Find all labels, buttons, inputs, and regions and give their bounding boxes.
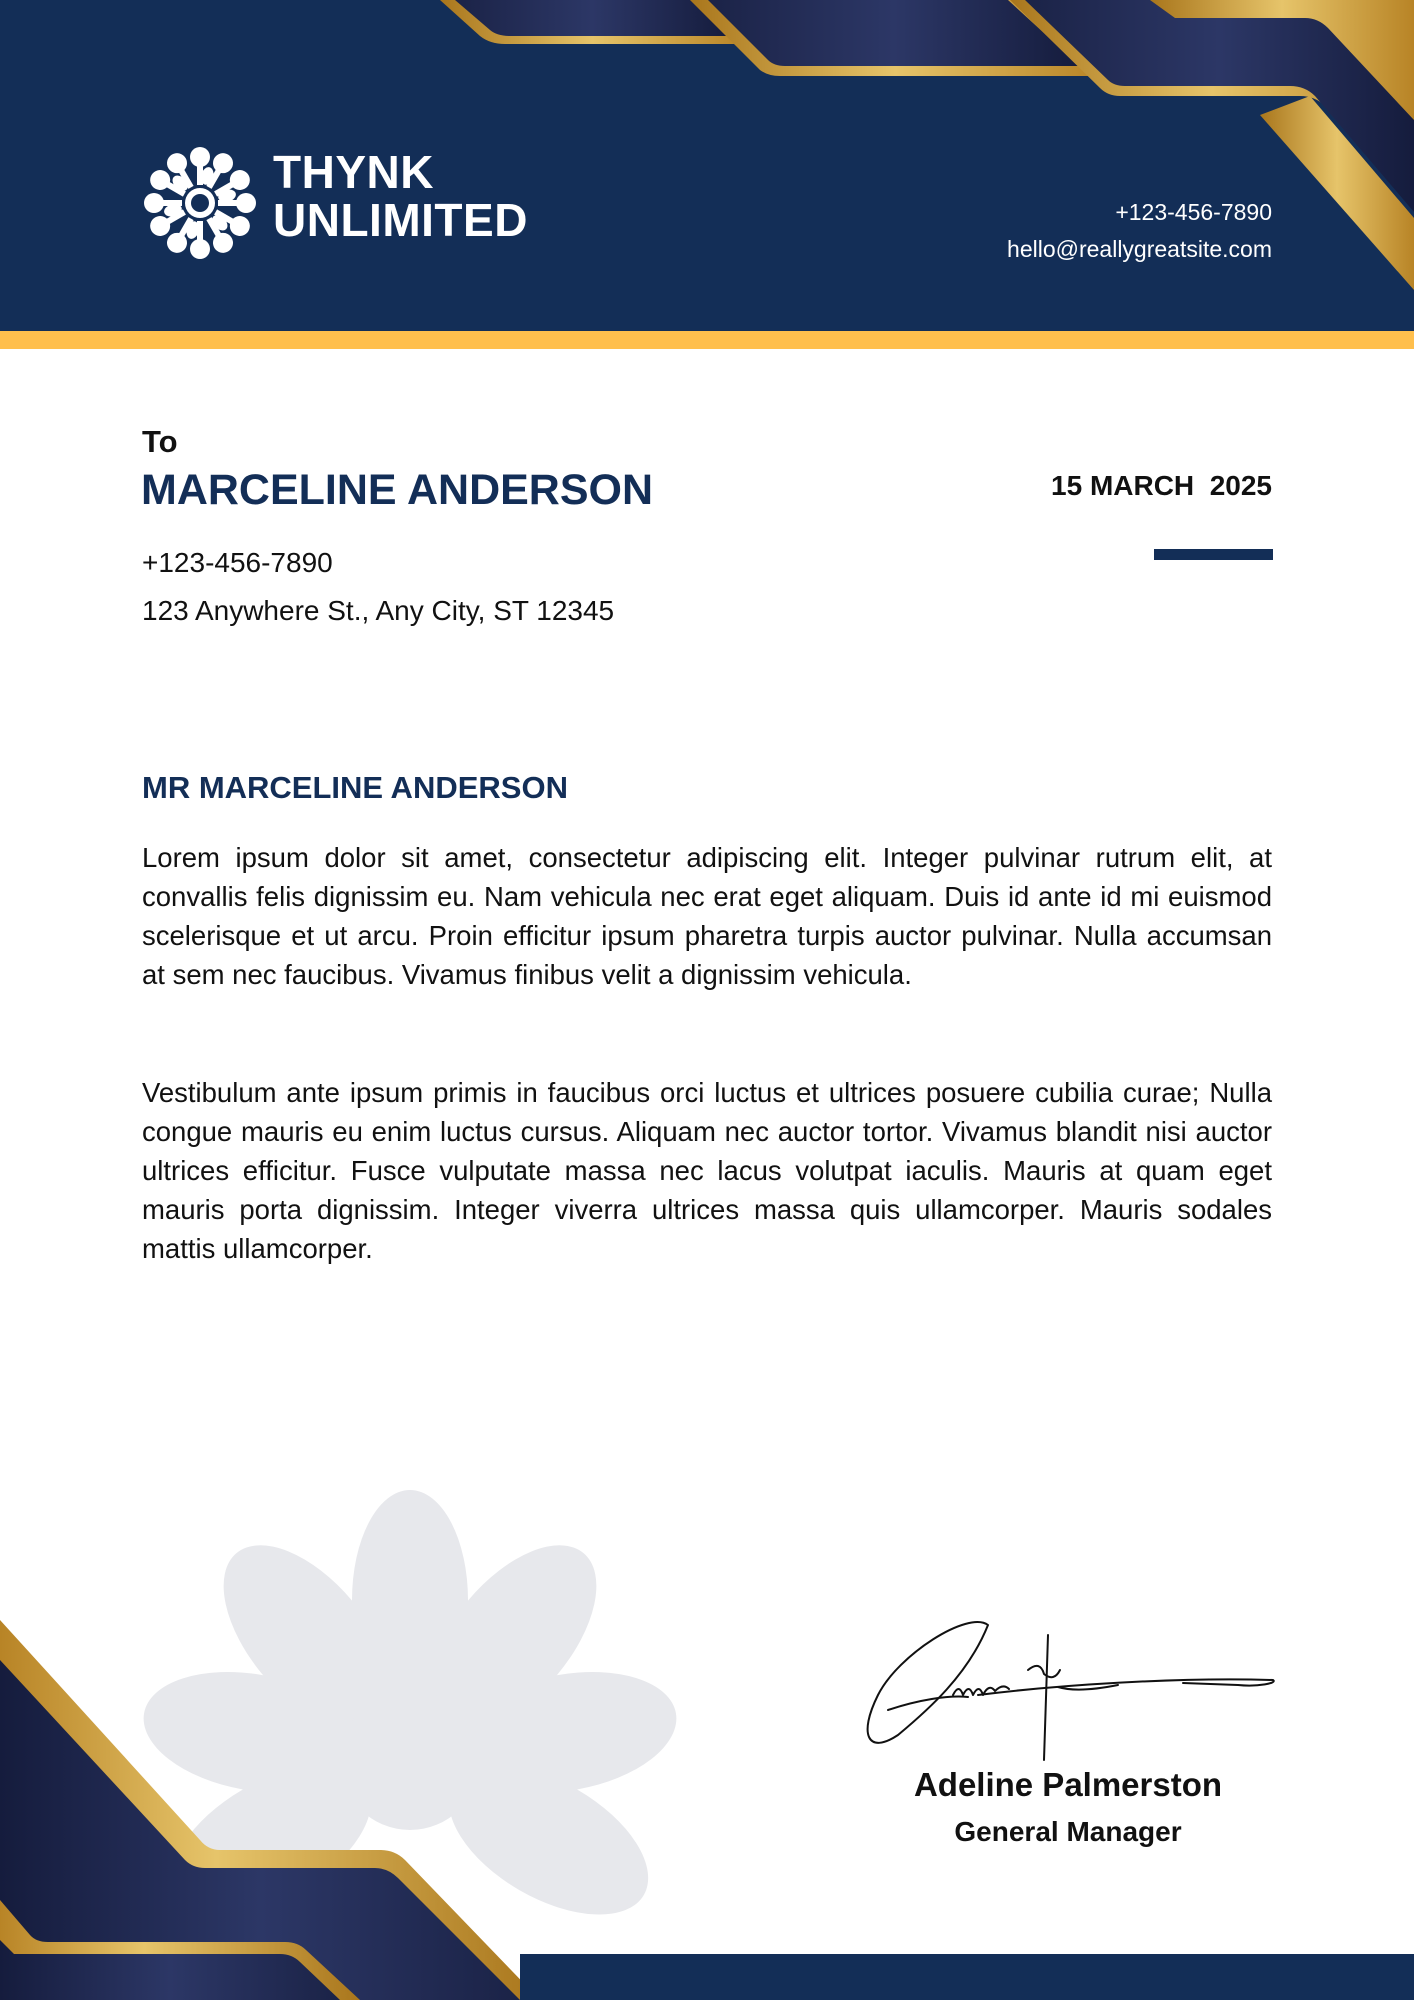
body-paragraph: Vestibulum ante ipsum primis in faucibus orci luctus et ultrices posuere cubilia curae; Nulla congue mauris eu enim luctus cursus. Aliquam nec auctor tortor. Vivamus blandit nisi auctor ultrices efficitur. Fusce vulputate massa nec lacus volutpat iaculis. Mauris at quam eget mauris porta dignissim. Integer viverra ultrices massa quis ullamcorper. Mauris sodales mattis ullamcorper. — [142, 1077, 1272, 1264]
date-divider — [1154, 549, 1273, 560]
company-name — [273, 148, 528, 244]
signer-name: Adeline Palmerston — [913, 1766, 1223, 1803]
salutation: MR MARCELINE ANDERSON — [142, 770, 568, 805]
company-name-line2: UNLIMITED — [273, 194, 528, 246]
company-contact — [1007, 194, 1272, 268]
recipient-phone: +123-456-7890 — [142, 547, 333, 578]
company-name-line1: THYNK — [273, 146, 434, 198]
to-label: To — [142, 424, 178, 459]
handwritten-signature — [858, 1615, 1278, 1765]
company-phone: +123-456-7890 — [1115, 199, 1272, 225]
body-paragraph: Lorem ipsum dolor sit amet, consectetur adipiscing elit. Integer pulvinar rutrum elit, at convallis felis dignissim eu. Nam vehicula nec erat eget aliquam. Duis id ante id mi euismod scelerisque et ut arcu. Proin efficitur ipsum pharetra turpis auctor pulvinar. Nulla accumsan at sem nec faucibus. Vivamus finibus velit a dignissim vehicula. — [142, 842, 1272, 990]
flower-logo-icon — [140, 143, 260, 263]
header-accent-stripe — [0, 331, 1414, 349]
footer-bar — [520, 1954, 1414, 2000]
signer-title: General Manager — [954, 1816, 1182, 1847]
letter-date: 15 MARCH 2025 — [1051, 470, 1272, 501]
recipient-name: MARCELINE ANDERSON — [141, 466, 654, 514]
recipient-address: 123 Anywhere St., Any City, ST 12345 — [142, 595, 615, 626]
company-email: hello@reallygreatsite.com — [1007, 236, 1272, 262]
